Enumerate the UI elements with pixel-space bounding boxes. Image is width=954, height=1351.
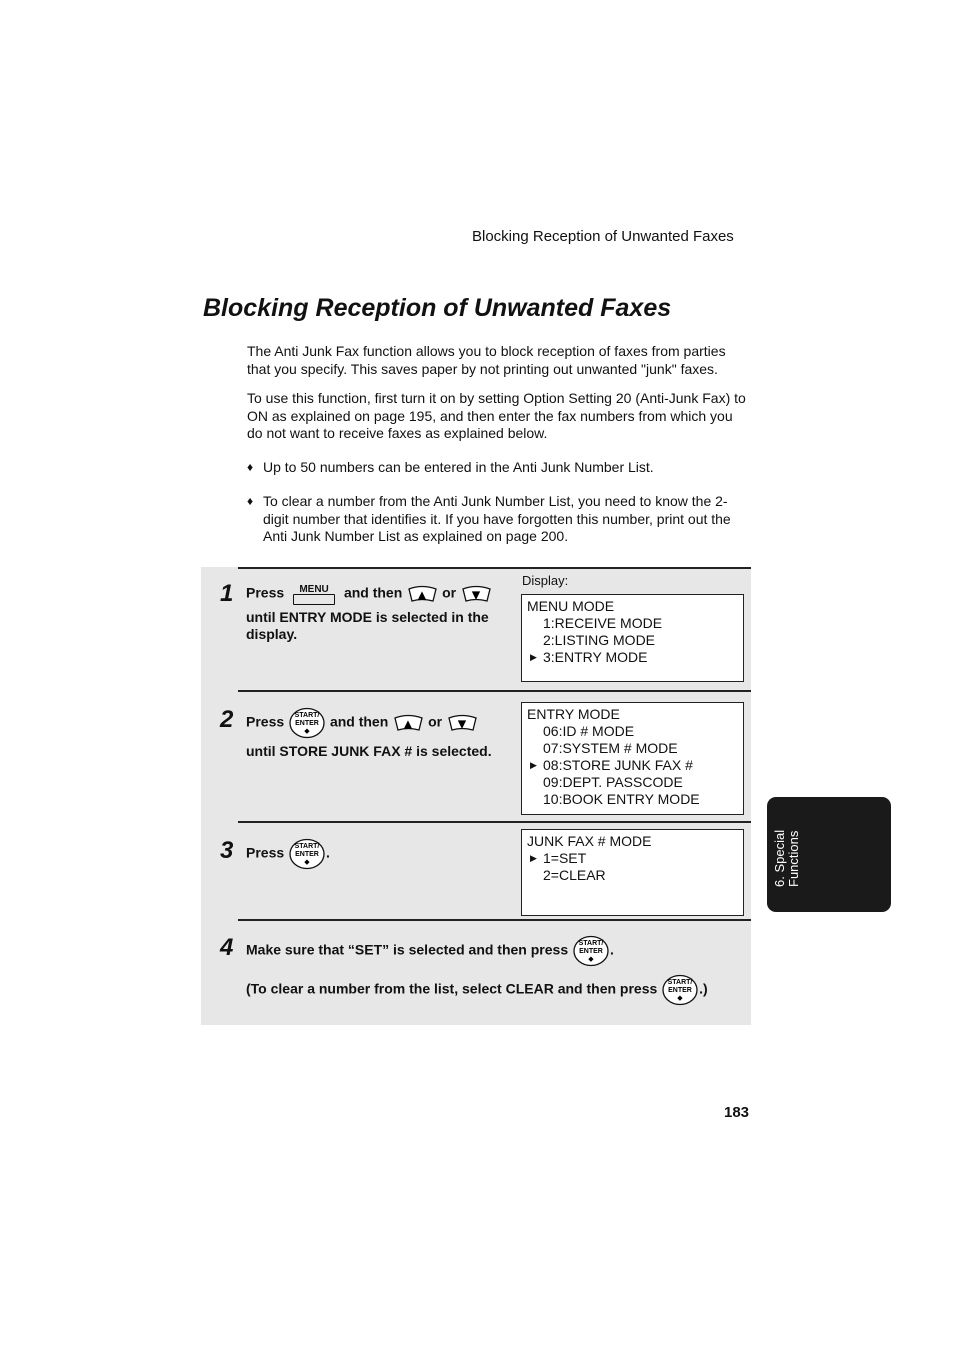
bullet-text: To clear a number from the Anti Junk Number List, you need to know the 2-digit number that identifies it. If you have forgotten this number, print out the Anti Junk Number List as explained on page 200. [263,493,731,544]
step-4-note [246,974,746,1006]
lcd-display [521,594,744,682]
step-text: and then [343,584,403,601]
svg-text:ENTER: ENTER [295,851,319,858]
start-enter-key-icon [572,935,610,967]
svg-text:START/: START/ [294,712,320,719]
step-text: and then [329,713,389,730]
lcd-line: 1:RECEIVE MODE [543,615,663,631]
step-text: (To clear a number from the list, select CLEAR and then press [246,980,658,997]
start-enter-key-icon [661,974,699,1006]
page-title: Blocking Reception of Unwanted Faxes [203,294,672,322]
lcd-line: 10:BOOK ENTRY MODE [543,791,700,807]
step-divider [238,919,751,921]
up-arrow-key-icon [406,584,438,604]
lcd-display [521,702,744,815]
cursor-arrow-icon: ▶ [530,853,537,863]
step-2-instruction [246,707,516,760]
step-3-instruction [246,838,496,870]
step-4-instruction [246,935,726,967]
svg-text:▲: ▲ [417,588,427,602]
step-text: Press [246,584,285,601]
svg-text:ENTER: ENTER [295,720,319,727]
step-number: 4 [220,934,234,961]
bullet-item [247,493,747,546]
svg-text:▲: ▲ [403,717,413,731]
svg-text:▼: ▼ [457,717,467,731]
down-arrow-key-icon [460,584,492,604]
cursor-arrow-icon: ▶ [530,652,537,662]
step-text: Make sure that “SET” is selected and then press [246,941,569,958]
step-1-instruction [246,582,508,643]
svg-text:◆: ◆ [304,858,310,866]
diamond-bullet-icon: ♦ [247,460,254,474]
svg-text:START/: START/ [294,843,320,850]
svg-text:◆: ◆ [677,994,683,1002]
step-text: Press [246,713,285,730]
step-divider [238,690,751,692]
step-text: .) [699,980,708,997]
svg-text:▼: ▼ [471,588,481,602]
step-text: Press [246,844,285,861]
lcd-line-selected: ▶ 08:STORE JUNK FAX # [530,757,693,773]
lcd-line: ENTRY MODE [527,706,620,722]
diamond-bullet-icon: ♦ [247,494,254,508]
start-enter-key-icon [288,838,326,870]
step-number: 2 [220,706,234,733]
chapter-tab[interactable] [767,797,891,912]
lcd-line: 09:DEPT. PASSCODE [543,774,683,790]
step-text: until STORE JUNK FAX # is selected. [246,743,492,759]
chapter-tab-label: 6. Special Functions [772,829,801,887]
page-number: 183 [724,1104,750,1121]
down-arrow-key-icon [446,713,478,733]
step-text: . [610,941,614,958]
svg-text:ENTER: ENTER [668,987,693,994]
start-enter-key-icon [288,707,326,739]
step-number: 1 [220,580,234,607]
step-text: until ENTRY MODE is selected in the display. [246,609,489,642]
svg-text:START/: START/ [578,940,604,947]
lcd-line: 2=CLEAR [543,867,606,883]
lcd-line: JUNK FAX # MODE [527,833,652,849]
step-text: or [428,713,443,730]
svg-text:◆: ◆ [588,955,594,963]
display-label: Display: [522,573,569,588]
step-divider [238,821,751,823]
lcd-line: 2:LISTING MODE [543,632,656,648]
lcd-line-selected: ▶ 1=SET [530,850,587,866]
running-header: Blocking Reception of Unwanted Faxes [472,228,734,245]
intro-paragraph: The Anti Junk Fax function allows you to block reception of faxes from parties that you specify. This saves paper by not printing out unwanted "junk" faxes. [247,343,726,377]
lcd-line: 06:ID # MODE [543,723,635,739]
step-number: 3 [220,837,234,864]
step-text: or [442,584,457,601]
bullet-item [247,459,747,477]
cursor-arrow-icon: ▶ [530,760,537,770]
svg-text:◆: ◆ [304,727,310,735]
lcd-display [521,829,744,916]
lcd-line: 07:SYSTEM # MODE [543,740,678,756]
lcd-line: MENU MODE [527,598,615,614]
svg-text:START/: START/ [667,979,693,986]
svg-text:ENTER: ENTER [579,948,603,955]
step-text: . [326,844,330,861]
bullet-text: Up to 50 numbers can be entered in the Anti Junk Number List. [263,459,654,475]
menu-key-icon: MENU [292,582,336,606]
up-arrow-key-icon [392,713,424,733]
step-divider [238,567,751,569]
lcd-line-selected: ▶ 3:ENTRY MODE [530,649,648,665]
setup-paragraph: To use this function, first turn it on by setting Option Setting 20 (Anti-Junk Fax) to ON as explained on page 195, and then enter the fax numbers from which you do not want to receive faxes as explained below. [247,390,746,441]
